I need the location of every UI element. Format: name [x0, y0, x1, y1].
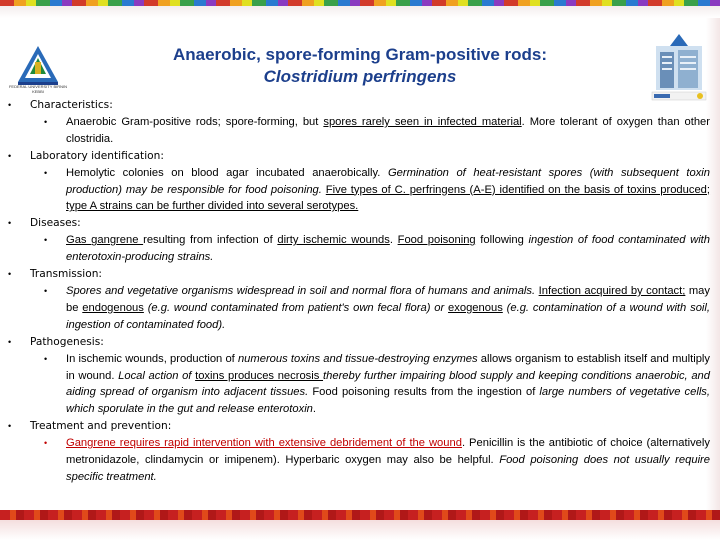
sub-bullet-icon: • [44, 167, 48, 178]
text-run: numerous toxins and tissue-destroying enzymes [237, 352, 478, 365]
bullet-icon: • [8, 269, 12, 280]
bottom-fade [0, 520, 720, 540]
bullet-icon: • [8, 150, 12, 161]
bullet-icon: • [8, 336, 12, 347]
text-run: Gangrene requires rapid intervention with extensive debridement of the wound [66, 437, 462, 450]
sub-bullet-icon: • [44, 285, 48, 296]
bullet-icon: • [8, 100, 12, 110]
text-run: Local action of [118, 369, 196, 382]
sub-bullet-icon: • [44, 353, 48, 364]
section-item [30, 435, 710, 486]
text-run: toxins produces necrosis [195, 369, 324, 382]
bullet-icon: • [8, 218, 12, 229]
text-run: Gas gangrene [66, 234, 144, 247]
section-3 [8, 266, 710, 334]
bullet-list [8, 97, 710, 486]
section-heading: Transmission: [30, 268, 103, 281]
section-5 [8, 418, 710, 486]
text-run: Infection acquired by contact; [538, 284, 686, 297]
section-item [30, 165, 710, 216]
text-run: following [475, 234, 529, 247]
text-run: endogenous [82, 301, 144, 314]
section-item [30, 232, 710, 266]
text-run: allows organism to establish itself and multiply in wound. [66, 352, 711, 382]
section-0 [8, 97, 710, 148]
text-run: thereby further impairing blood supply and keeping conditions anaerobic, and aiding spread of organism into adjacent tissues. [66, 369, 710, 399]
text-run: . [389, 234, 398, 247]
text-run: exogenous [448, 301, 503, 314]
text-run: . [312, 403, 317, 416]
bottom-color-bar [0, 510, 720, 520]
text-run: dirty ischemic wounds [277, 234, 390, 247]
section-heading: Characteristics: [30, 99, 113, 111]
title-line-1: Anaerobic, spore-forming Gram-positive rods: [172, 45, 548, 64]
text-run: (e.g. contamination of a wound with soil, ingestion of contaminated food). [66, 301, 710, 331]
section-2 [8, 215, 710, 266]
text-run: spores rarely seen in infected material [323, 115, 522, 128]
text-run: . Penicillin is the antibiotic of choice (alternatively metronidazole, clindamycin or imipenem). Hyperbaric oxygen may also be helpful. [66, 437, 710, 467]
section-heading: Treatment and prevention: [30, 420, 172, 433]
section-heading: Diseases: [30, 217, 81, 230]
title-line-2: Clostridium perfringens [263, 67, 457, 86]
text-run: Germination of heat-resistant spores (with subsequent toxin production) may be responsible for food poisoning. [66, 166, 710, 196]
bullet-icon: • [8, 421, 12, 432]
sub-bullet-icon: • [44, 116, 48, 127]
text-run: In ischemic wounds, production of [66, 352, 238, 365]
text-run: large numbers of vegetative cells, which sporulate in the gut and release enterotoxin [66, 386, 711, 416]
section-heading: Pathogenesis: [30, 335, 104, 348]
text-run: ingestion of food contaminated with enterotoxin-producing strains. [66, 234, 711, 264]
text-run: Anaerobic Gram-positive rods; spore-forming, but [66, 115, 324, 128]
text-run: Five types of C. perfringens (A-E) identified on the basis of toxins produced; type A strains can be further divided into several serotypes. [66, 183, 711, 213]
section-heading: Laboratory identification: [30, 149, 164, 162]
text-run: (e.g. wound contaminated from patient's own fecal flora) or [143, 301, 449, 314]
text-run: Hemolytic colonies on blood agar incubated anaerobically. [66, 166, 388, 179]
section-4 [8, 334, 710, 419]
top-fade [0, 6, 720, 18]
section-1 [8, 148, 710, 216]
section-item [30, 351, 710, 419]
section-item [30, 283, 710, 334]
sub-bullet-icon: • [44, 438, 48, 449]
text-run: resulting from infection of [143, 234, 278, 247]
text-run: Food poisoning results from the ingestion of [308, 386, 540, 399]
sub-bullet-icon: • [44, 235, 48, 246]
slide-title [120, 44, 600, 88]
text-run: Spores and vegetative organisms widespread in soil and normal flora of humans and animals. [66, 284, 539, 297]
section-item [30, 114, 710, 148]
text-run: may be [66, 284, 711, 314]
text-run: Food poisoning [397, 234, 476, 247]
building-logo-icon [650, 32, 708, 104]
logo-caption: FEDERAL UNIVERSITY BIRNIN KEBBI [8, 84, 67, 94]
text-run: . More tolerant of oxygen than other clostridia. [66, 115, 711, 145]
text-run: Food poisoning does not usually require specific treatment. [66, 454, 711, 483]
